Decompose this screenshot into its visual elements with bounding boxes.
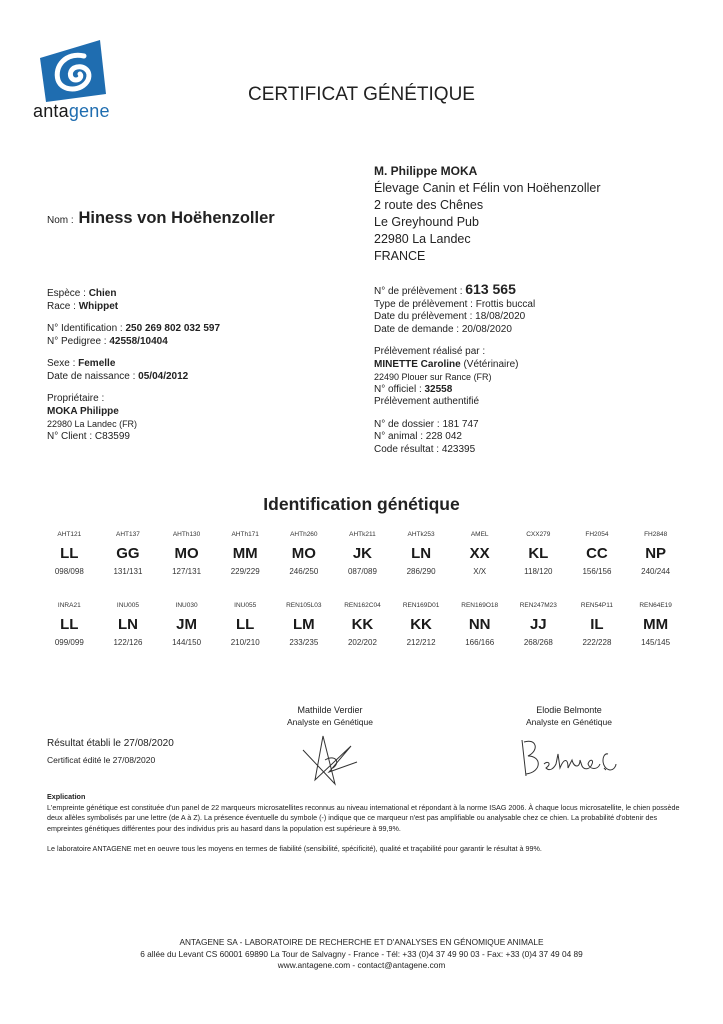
recipient-line: 2 route des Chênes	[374, 198, 484, 212]
explanation-paragraph-2: Le laboratoire ANTAGENE met en oeuvre tous les moyens en termes de fiabilité (sensibilité, spécificité), qualité et traçabilité pour garantir le résultat à 99%.	[47, 844, 542, 853]
marker-name: REN64E19	[639, 601, 672, 609]
marker-sizes: 099/099	[54, 637, 84, 647]
marker-alleles: JM	[176, 615, 197, 633]
footer-line-1: ANTAGENE SA - LABORATOIRE DE RECHERCHE ET D'ANALYSES EN GÉNOMIQUE ANIMALE	[179, 937, 544, 947]
marker-sizes: 246/250	[289, 566, 319, 576]
sex-value: Femelle	[78, 358, 116, 369]
marker-alleles: KK	[351, 615, 374, 633]
signature-handwritten-icon	[514, 734, 624, 784]
marker-sizes: 156/156	[582, 566, 612, 576]
vet-row	[374, 359, 535, 372]
marker-alleles: LN	[117, 615, 138, 633]
marker-alleles: MO	[291, 544, 316, 562]
section-title: Identification génétique	[263, 494, 460, 514]
sample-date: Date du prélèvement : 18/08/2020	[374, 311, 526, 322]
vet-role: (Vétérinaire)	[460, 358, 519, 370]
recipient-line: Le Greyhound Pub	[374, 215, 479, 229]
animal-name-row	[47, 209, 275, 228]
marker-sizes: 145/145	[641, 637, 671, 647]
birth-value: 05/04/2012	[138, 370, 189, 382]
sample-type: Type de prélèvement : Frottis buccal	[374, 298, 536, 310]
title-text: CERTIFICAT GÉNÉTIQUE	[248, 84, 475, 105]
marker-name: INU030	[175, 601, 198, 609]
marker-table-row-2	[40, 598, 685, 648]
sex-row	[47, 358, 220, 371]
marker-sizes: 210/210	[230, 637, 260, 647]
explanation-heading: Explication	[47, 792, 86, 801]
sample-details	[374, 283, 535, 456]
recipient-address	[374, 163, 601, 265]
owner-city: 22980 La Landec (FR)	[47, 419, 138, 429]
marker-sizes: 222/228	[582, 637, 612, 647]
marker-name: AHTk211	[349, 530, 376, 538]
sample-number-label: N° de prélèvement :	[374, 286, 466, 297]
official-row	[374, 384, 535, 397]
marker-name: INU055	[234, 601, 257, 609]
identification-row	[47, 323, 220, 336]
species-row	[47, 288, 220, 301]
official-label: N° officiel :	[374, 383, 425, 395]
marker-alleles: MM	[643, 615, 669, 633]
marker-sizes: X/X	[473, 566, 487, 576]
marker-sizes: 268/268	[523, 637, 553, 647]
marker-name: REN162C04	[344, 601, 381, 609]
marker-name: INRA21	[57, 601, 81, 609]
result-code: Code résultat : 423395	[374, 443, 476, 455]
logo-text-b: gene	[68, 101, 110, 121]
name-label: Nom :	[47, 215, 77, 226]
result-established: Résultat établi le 27/08/2020	[47, 738, 174, 749]
footer-line-3: www.antagene.com - contact@antagene.com	[277, 960, 446, 970]
pedigree-label: N° Pedigree :	[47, 335, 110, 347]
sample-number: 613 565	[465, 281, 516, 297]
signature-scribble-icon	[295, 732, 365, 792]
signatory-name: Mathilde Verdier	[297, 705, 363, 715]
official-value: 32558	[424, 383, 453, 395]
owner-name: MOKA Philippe	[47, 405, 119, 417]
marker-sizes: 240/244	[641, 566, 671, 576]
authentic-note: Prélèvement authentifié	[374, 396, 480, 407]
footer	[0, 937, 723, 972]
birth-label: Date de naissance :	[47, 370, 139, 382]
client-row	[47, 431, 220, 444]
marker-alleles: NN	[468, 615, 491, 633]
animal-details	[47, 288, 220, 443]
owner-label: Propriétaire :	[47, 393, 105, 404]
marker-sizes: 122/126	[113, 637, 143, 647]
pedigree-value: 42558/10404	[109, 335, 168, 347]
marker-sizes: 202/202	[347, 637, 377, 647]
marker-alleles: LL	[60, 615, 79, 633]
client-value: C83599	[94, 430, 130, 442]
marker-sizes: 229/229	[230, 566, 260, 576]
marker-alleles: JK	[352, 544, 373, 562]
marker-alleles: KL	[528, 544, 549, 562]
id-label: N° Identification :	[47, 323, 126, 334]
sampled-by-label: Prélèvement réalisé par :	[374, 346, 486, 357]
result-dates	[47, 735, 174, 769]
recipient-name: M. Philippe MOKA	[374, 164, 478, 178]
marker-alleles: XX	[469, 544, 490, 562]
marker-name: FH2848	[644, 530, 668, 538]
marker-sizes: 118/120	[524, 566, 553, 576]
marker-alleles: MM	[232, 544, 258, 562]
signatory-role: Analyste en Génétique	[525, 717, 612, 727]
signature-block-2	[499, 704, 639, 787]
marker-sizes: 286/290	[406, 566, 436, 576]
marker-name: AHTk253	[407, 530, 435, 538]
marker-alleles: JJ	[529, 615, 547, 633]
marker-sizes: 233/235	[289, 637, 319, 647]
species-label: Espèce :	[47, 288, 89, 299]
animal-number: N° animal : 228 042	[374, 431, 462, 442]
marker-sizes: 212/212	[406, 637, 436, 647]
marker-alleles: KK	[410, 615, 432, 633]
pedigree-row	[47, 336, 220, 349]
marker-name: FH2054	[585, 530, 609, 538]
marker-name: AHT121	[57, 530, 82, 538]
request-date: Date de demande : 20/08/2020	[374, 323, 512, 335]
marker-name: REN54P11	[580, 601, 613, 609]
marker-table-row-1	[40, 527, 685, 577]
recipient-line: 22980 La Landec	[374, 232, 471, 246]
marker-name: INU005	[116, 601, 139, 609]
certificate-edited: Certificat édité le 27/08/2020	[47, 755, 156, 765]
footer-line-2: 6 allée du Levant CS 60001 69890 La Tour de Salvagny - France - Tél: +33 (0)4 37 49 90 03 - Fax: +33 (0)4 37 49 04 89	[140, 948, 583, 959]
marker-name: AMEL	[470, 530, 489, 538]
vet-city: 22490 Plouer sur Rance (FR)	[374, 372, 492, 382]
marker-sizes: 087/089	[347, 566, 377, 576]
breed-value: Whippet	[78, 300, 119, 312]
client-label: N° Client :	[47, 430, 95, 442]
sample-number-row	[374, 283, 535, 299]
marker-alleles: LN	[411, 544, 432, 562]
marker-alleles: LL	[60, 544, 79, 562]
explanation	[47, 792, 687, 855]
marker-alleles: GG	[116, 544, 140, 562]
marker-name: AHTh171	[231, 530, 259, 538]
marker-name: AHT137	[116, 530, 140, 538]
sex-label: Sexe :	[47, 358, 79, 369]
breed-row	[47, 301, 220, 314]
dossier-number: N° de dossier : 181 747	[374, 418, 479, 430]
recipient-line: FRANCE	[374, 249, 426, 263]
recipient-line: Élevage Canin et Félin von Hoëhenzoller	[374, 181, 601, 195]
vet-name: MINETTE Caroline	[374, 358, 461, 370]
marker-alleles: CC	[586, 544, 608, 562]
animal-name: Hiness von Hoëhenzoller	[78, 209, 275, 227]
marker-name: REN105L03	[286, 601, 322, 609]
marker-sizes: 098/098	[54, 566, 84, 576]
marker-name: REN169D01	[402, 601, 440, 609]
marker-alleles: NP	[645, 544, 667, 562]
birth-row	[47, 371, 220, 384]
marker-name: REN247M23	[519, 601, 557, 609]
marker-name: CXX279	[526, 530, 551, 538]
signatory-role: Analyste en Génétique	[286, 717, 373, 727]
page-title	[0, 84, 723, 106]
marker-name: REN169O18	[461, 601, 499, 609]
breed-label: Race :	[47, 300, 79, 312]
species-value: Chien	[88, 288, 117, 299]
logo-text-a: anta	[33, 101, 69, 121]
marker-alleles: IL	[590, 615, 604, 633]
id-value: 250 269 802 032 597	[125, 323, 221, 334]
signatory-name: Elodie Belmonte	[536, 705, 602, 715]
signature-block-1	[260, 704, 400, 795]
marker-sizes: 144/150	[172, 637, 202, 647]
marker-name: AHTh260	[290, 530, 318, 538]
marker-sizes: 127/131	[172, 566, 202, 576]
marker-alleles: MO	[174, 544, 199, 562]
marker-alleles: LL	[236, 615, 255, 633]
marker-sizes: 166/166	[465, 637, 495, 647]
marker-alleles: LM	[292, 615, 315, 633]
explanation-paragraph-1: L'empreinte génétique est constituée d'un panel de 22 marqueurs microsatellites reconnus au niveau international et répondant à la norme ISAG 2006. À chaque locus microsatellite, le chien possède deux allèles symbolisés par une lettre (de A à Z). La présence éventuelle du symbole (-) indique que ce marqueur n'est pas amplifiable ou analysable chez ce chien. La probabilité d'obtenir des empreintes génétiques différentes pour des individus pris au hasard dans la population est supérieure à 99,9%.	[47, 802, 680, 833]
marker-sizes: 131/131	[113, 566, 143, 576]
marker-name: AHTh130	[172, 530, 201, 538]
